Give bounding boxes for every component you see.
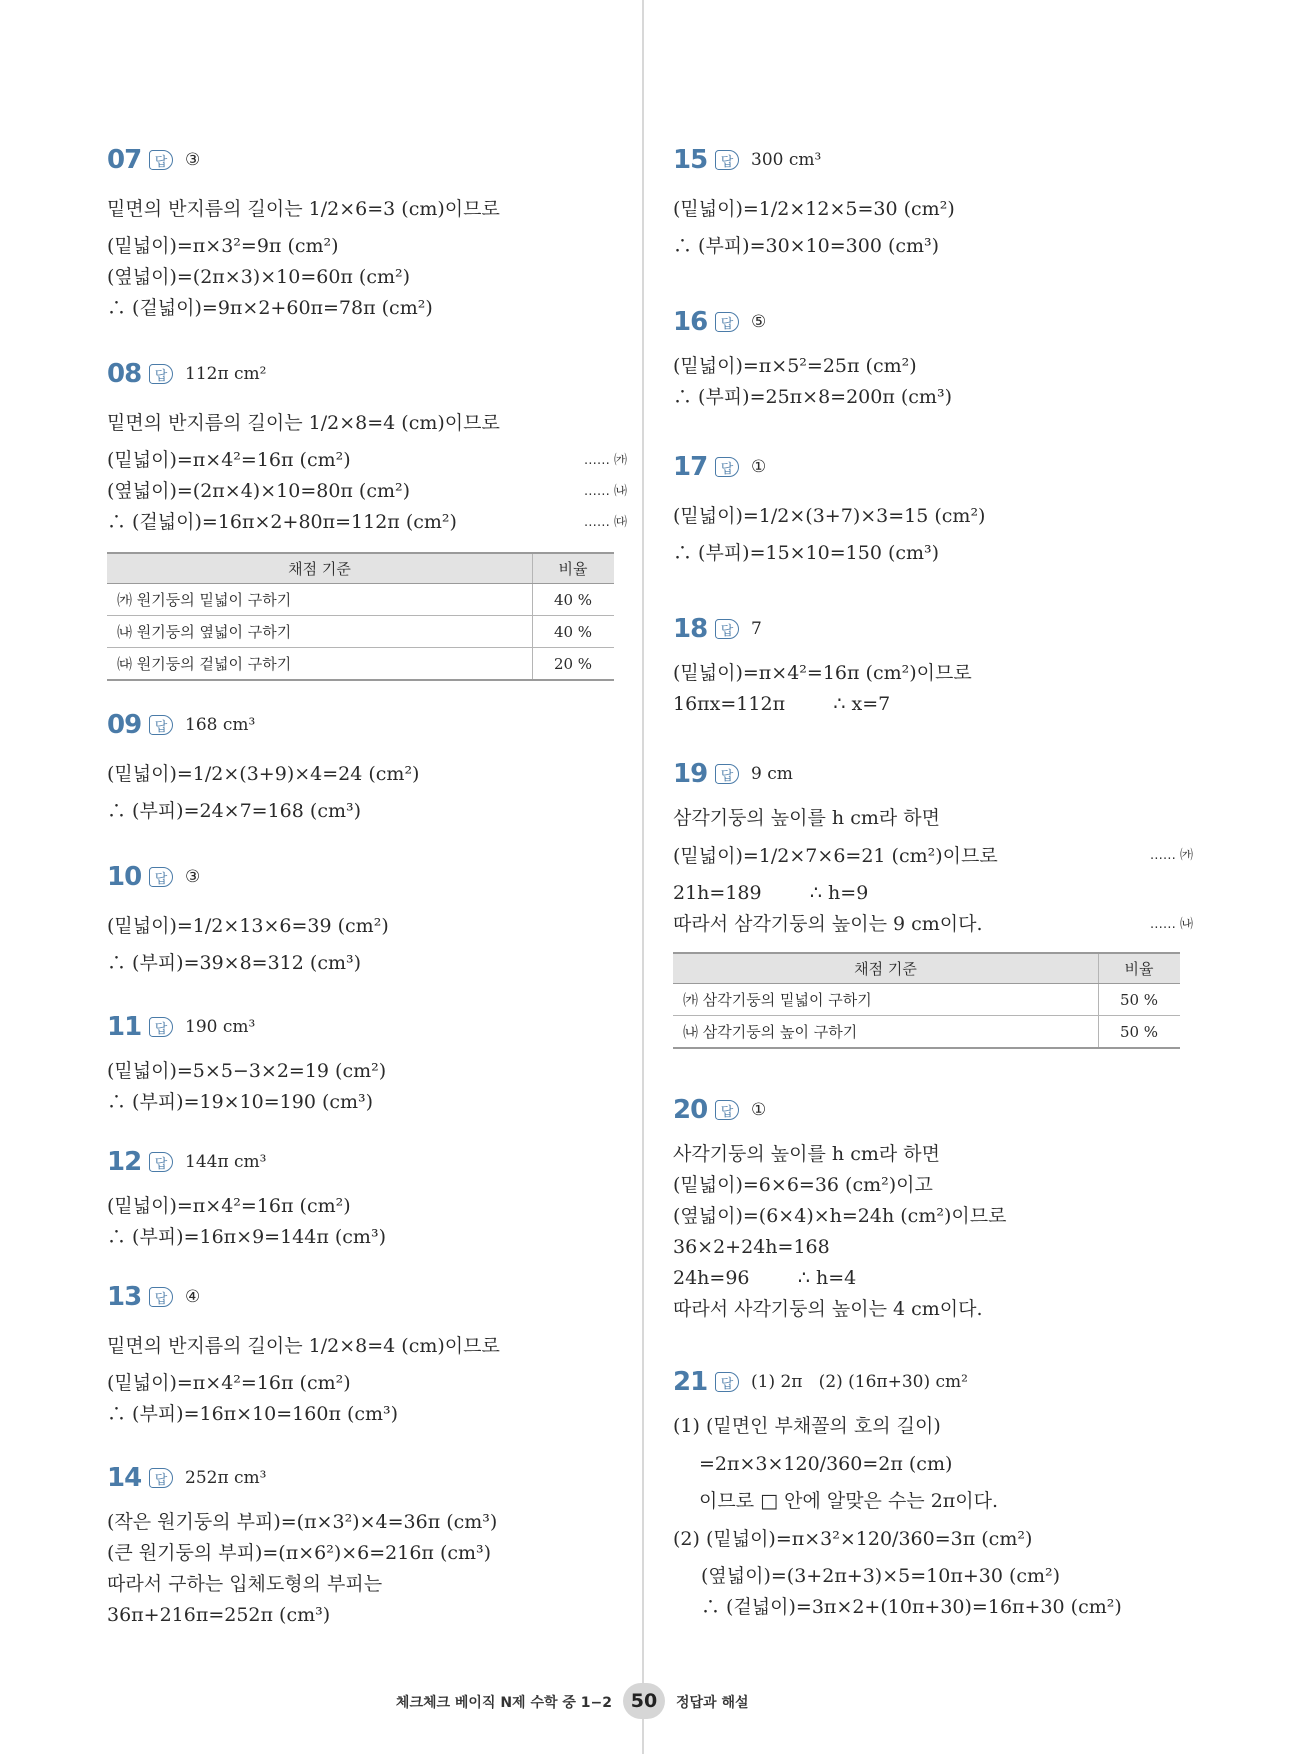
solution-line: 밑면의 반지름의 길이는 1/2×6=3 (cm)이므로 <box>107 198 500 220</box>
step-marker: …… ㈎ <box>583 453 627 468</box>
problem-17 <box>673 450 1193 569</box>
solution-line: 21h=189 ∴ h=9 <box>673 882 869 904</box>
solution-line: (밑넓이)=π×5²=25π (cm²) <box>673 355 917 377</box>
solution-line: ∴ (부피)=15×10=150 (cm³) <box>673 542 940 564</box>
solution-line: =2π×3×120/360=2π (cm) <box>699 1453 953 1475</box>
answer-tag: 답 <box>149 1017 173 1037</box>
page-footer <box>0 1683 1300 1719</box>
solution-line: (밑넓이)=1/2×13×6=39 (cm²) <box>107 915 389 937</box>
criterion-cell: ㈐ 원기둥의 겉넓이 구하기 <box>107 648 533 681</box>
answer: 9 cm <box>751 764 793 784</box>
answer-tag: 답 <box>715 764 739 784</box>
solution-line: ∴ (겉넓이)=3π×2+(10π+30)=16π+30 (cm²) <box>701 1596 1122 1618</box>
step-marker: …… ㈏ <box>1149 917 1193 932</box>
solution-text: (밑넓이)=π×4²=16π (cm²) <box>107 449 351 471</box>
criterion-cell: ㈎ 삼각기둥의 밑넓이 구하기 <box>673 984 1099 1016</box>
book-title: 체크체크 베이직 N제 수학 중 1−2 <box>395 1695 612 1711</box>
problem-09 <box>107 708 627 827</box>
answer: ① <box>751 457 767 477</box>
solution-line <box>673 834 1193 878</box>
solution-line <box>107 476 627 507</box>
table-header: 비율 <box>1099 953 1181 984</box>
solution-text: (옆넓이)=(2π×4)×10=80π (cm²) <box>107 480 411 502</box>
solution-line <box>673 909 1193 940</box>
answer-tag: 답 <box>149 715 173 735</box>
ratio-cell: 50 % <box>1099 984 1181 1016</box>
ratio-cell: 40 % <box>533 584 615 616</box>
problem-13 <box>107 1280 627 1430</box>
solution-line: (2) (밑넓이)=π×3²×120/360=3π (cm²) <box>673 1528 1033 1550</box>
problem-number: 20 <box>673 1095 708 1125</box>
solution-line: ∴ (부피)=16π×10=160π (cm³) <box>107 1403 399 1425</box>
solution-line: ∴ (부피)=16π×9=144π (cm³) <box>107 1226 386 1248</box>
solution-line: ∴ (부피)=25π×8=200π (cm³) <box>673 386 952 408</box>
solution-line: 이므로 □ 안에 알맞은 수는 2π이다. <box>699 1490 999 1512</box>
answer: 144π cm³ <box>185 1152 267 1172</box>
solution-line: (밑넓이)=1/2×12×5=30 (cm²) <box>673 198 955 220</box>
solution-line: (옆넓이)=(6×4)×h=24h (cm²)이므로 <box>673 1205 1007 1227</box>
solution-text: ∴ (겉넓이)=16π×2+80π=112π (cm²) <box>107 511 457 533</box>
solution-line: (큰 원기둥의 부피)=(π×6²)×6=216π (cm³) <box>107 1542 492 1564</box>
problem-number: 18 <box>673 614 708 644</box>
answer-tag: 답 <box>149 150 173 170</box>
problem-11 <box>107 1010 627 1118</box>
table-header: 비율 <box>533 553 615 584</box>
solution-line: (밑넓이)=π×3²=9π (cm²) <box>107 235 339 257</box>
answer: ④ <box>185 1287 201 1307</box>
ratio-cell: 40 % <box>533 616 615 648</box>
problem-number: 11 <box>107 1012 142 1042</box>
answer-tag: 답 <box>149 1287 173 1307</box>
answer: 190 cm³ <box>185 1017 256 1037</box>
solution-line: 삼각기둥의 높이를 h cm라 하면 <box>673 807 940 829</box>
answer-tag: 답 <box>715 1372 739 1392</box>
problem-21 <box>673 1365 1193 1623</box>
problem-number: 15 <box>673 145 708 175</box>
problem-number: 19 <box>673 759 708 789</box>
solution-line: 밑면의 반지름의 길이는 1/2×8=4 (cm)이므로 <box>107 1335 500 1357</box>
solution-text: 따라서 삼각기둥의 높이는 9 cm이다. <box>673 913 983 935</box>
answer-tag: 답 <box>715 150 739 170</box>
criterion-cell: ㈏ 삼각기둥의 높이 구하기 <box>673 1016 1099 1049</box>
solution-line: (1) (밑면인 부채꼴의 호의 길이) <box>673 1415 941 1437</box>
criterion-cell: ㈎ 원기둥의 밑넓이 구하기 <box>107 584 533 616</box>
answer-tag: 답 <box>149 867 173 887</box>
problem-number: 10 <box>107 862 142 892</box>
solution-line: 24h=96 ∴ h=4 <box>673 1267 857 1289</box>
answer: ① <box>751 1100 767 1120</box>
table-row <box>107 584 614 616</box>
solution-line: ∴ (겉넓이)=9π×2+60π=78π (cm²) <box>107 297 433 319</box>
problem-number: 14 <box>107 1463 142 1493</box>
scoring-table <box>107 552 614 681</box>
answer: ③ <box>185 867 201 887</box>
answer-tag: 답 <box>715 312 739 332</box>
solution-line: 36π+216π=252π (cm³) <box>107 1604 331 1626</box>
answer-tag: 답 <box>715 457 739 477</box>
problem-07 <box>107 143 627 324</box>
problem-16 <box>673 305 1193 413</box>
problem-15 <box>673 143 1193 262</box>
problem-19 <box>673 757 1193 1049</box>
answer: 7 <box>751 619 762 639</box>
table-header: 채점 기준 <box>673 953 1099 984</box>
solution-line: (옆넓이)=(2π×3)×10=60π (cm²) <box>107 266 411 288</box>
solution-line: (밑넓이)=π×4²=16π (cm²) <box>107 1195 351 1217</box>
table-row <box>107 648 614 681</box>
solution-line: 따라서 구하는 입체도형의 부피는 <box>107 1573 383 1595</box>
answer-tag: 답 <box>149 1152 173 1172</box>
problem-number: 12 <box>107 1147 142 1177</box>
solution-line: (밑넓이)=π×4²=16π (cm²) <box>107 1372 351 1394</box>
page-number: 50 <box>623 1683 665 1719</box>
problem-08 <box>107 357 627 681</box>
solution-line: 따라서 사각기둥의 높이는 4 cm이다. <box>673 1298 983 1320</box>
solution-line: ∴ (부피)=19×10=190 (cm³) <box>107 1091 374 1113</box>
solution-line: (밑넓이)=5×5−3×2=19 (cm²) <box>107 1060 387 1082</box>
table-row <box>107 616 614 648</box>
problem-number: 09 <box>107 710 142 740</box>
solution-line <box>107 445 627 476</box>
solution-line: (작은 원기둥의 부피)=(π×3²)×4=36π (cm³) <box>107 1511 498 1533</box>
problem-10 <box>107 860 627 979</box>
table-row <box>673 984 1180 1016</box>
ratio-cell: 20 % <box>533 648 615 681</box>
answer: 252π cm³ <box>185 1468 267 1488</box>
criterion-cell: ㈏ 원기둥의 옆넓이 구하기 <box>107 616 533 648</box>
step-marker: …… ㈏ <box>583 484 627 499</box>
solution-line: ∴ (부피)=24×7=168 (cm³) <box>107 800 362 822</box>
column-divider <box>642 0 644 1754</box>
solution-line: (밑넓이)=1/2×(3+7)×3=15 (cm²) <box>673 505 986 527</box>
solution-line: 36×2+24h=168 <box>673 1236 830 1258</box>
scoring-table <box>673 952 1180 1049</box>
solution-text: (밑넓이)=1/2×7×6=21 (cm²)이므로 <box>673 845 998 867</box>
answer-tag: 답 <box>715 1100 739 1120</box>
answer: 300 cm³ <box>751 150 822 170</box>
problem-14 <box>107 1461 627 1631</box>
answer: ③ <box>185 150 201 170</box>
table-row <box>673 1016 1180 1049</box>
answer: ⑤ <box>751 312 767 332</box>
section-title: 정답과 해설 <box>676 1695 749 1711</box>
solution-line: 사각기둥의 높이를 h cm라 하면 <box>673 1143 940 1165</box>
step-marker: …… ㈐ <box>583 515 627 530</box>
answer-tag: 답 <box>715 619 739 639</box>
solution-line: 16πx=112π ∴ x=7 <box>673 693 891 715</box>
answer: 112π cm² <box>185 364 267 384</box>
problem-18 <box>673 612 1193 720</box>
solution-line: ∴ (부피)=39×8=312 (cm³) <box>107 952 362 974</box>
solution-line: (옆넓이)=(3+2π+3)×5=10π+30 (cm²) <box>701 1565 1061 1587</box>
answer: (1) 2π (2) (16π+30) cm² <box>751 1372 968 1392</box>
problem-number: 17 <box>673 452 708 482</box>
solution-line: (밑넓이)=1/2×(3+9)×4=24 (cm²) <box>107 763 420 785</box>
answer-tag: 답 <box>149 1468 173 1488</box>
step-marker: …… ㈎ <box>1149 848 1193 863</box>
answer-tag: 답 <box>149 364 173 384</box>
problem-number: 16 <box>673 307 708 337</box>
solution-line <box>107 507 627 538</box>
solution-line: (밑넓이)=π×4²=16π (cm²)이므로 <box>673 662 972 684</box>
problem-number: 21 <box>673 1367 708 1397</box>
solution-line: (밑넓이)=6×6=36 (cm²)이고 <box>673 1174 933 1196</box>
ratio-cell: 50 % <box>1099 1016 1181 1049</box>
answer: 168 cm³ <box>185 715 256 735</box>
table-header: 채점 기준 <box>107 553 533 584</box>
solution-line: ∴ (부피)=30×10=300 (cm³) <box>673 235 940 257</box>
problem-number: 08 <box>107 359 142 389</box>
problem-number: 13 <box>107 1282 142 1312</box>
problem-20 <box>673 1093 1193 1325</box>
problem-12 <box>107 1145 627 1253</box>
solution-line: 밑면의 반지름의 길이는 1/2×8=4 (cm)이므로 <box>107 412 500 434</box>
problem-number: 07 <box>107 145 142 175</box>
